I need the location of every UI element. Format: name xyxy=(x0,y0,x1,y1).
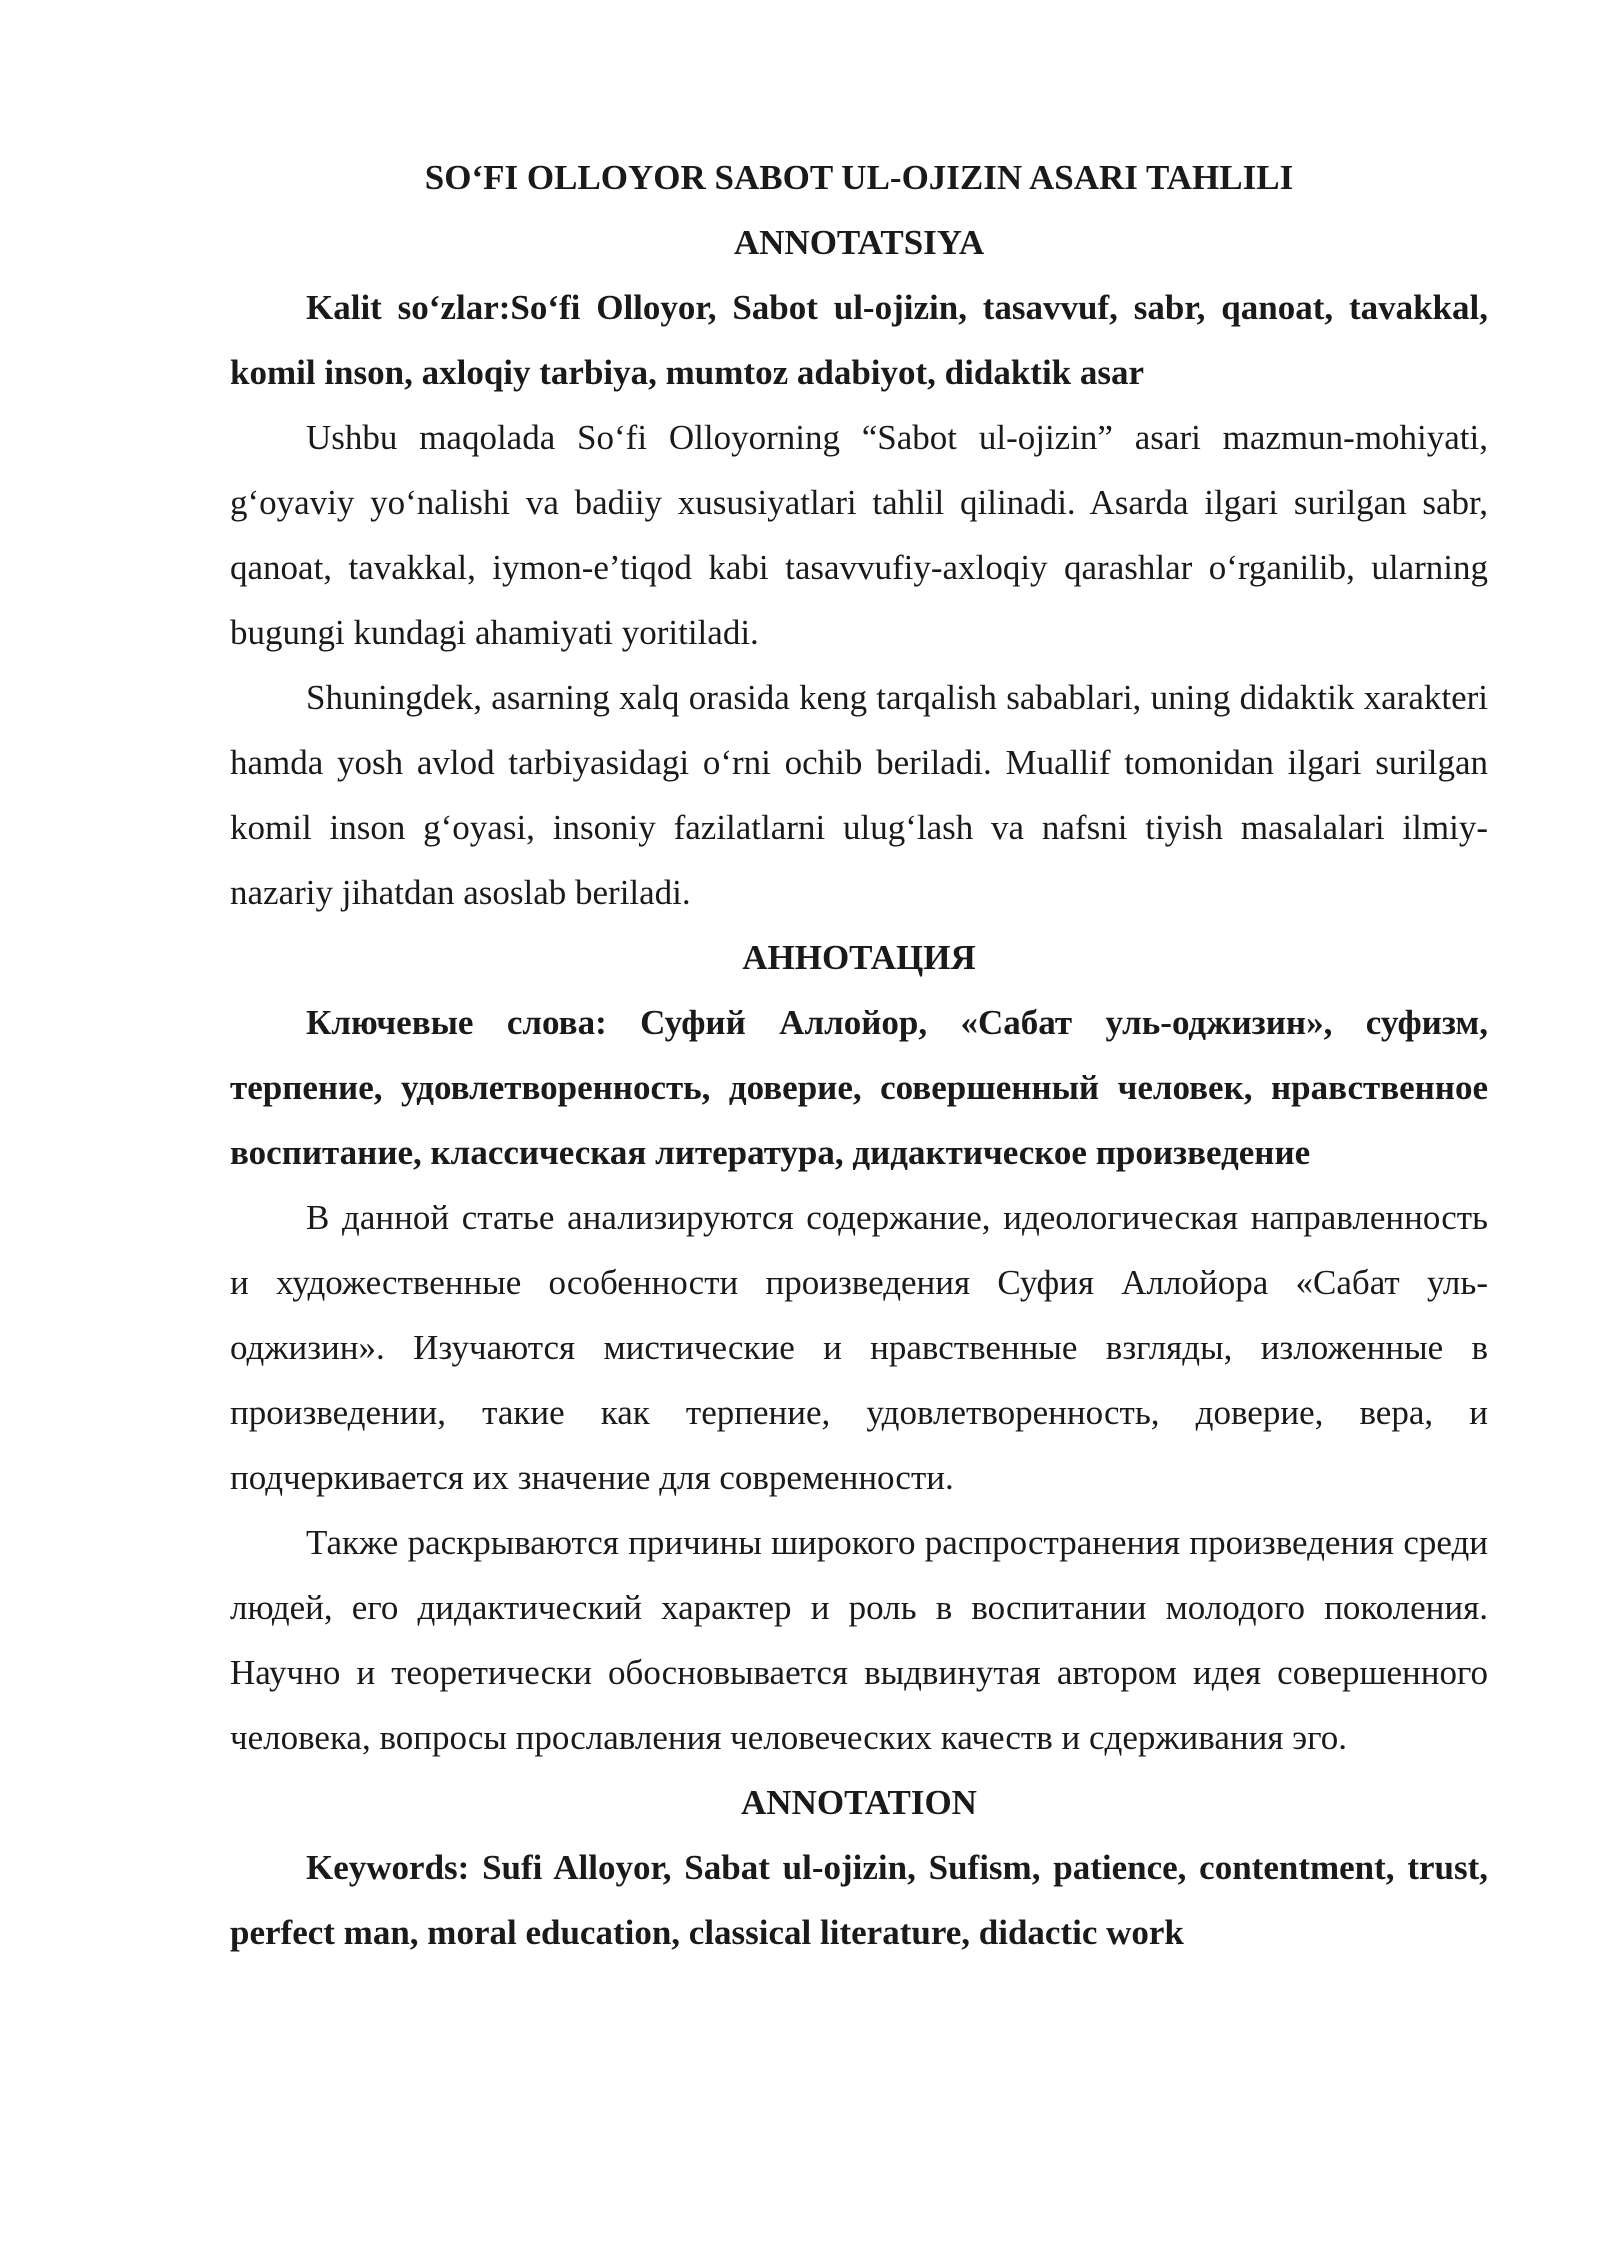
en-annotation-heading: ANNOTATION xyxy=(741,1783,977,1822)
ru-paragraph-2: Также раскрываются причины широкого распространения произведения среди людей, его дидактический характер и роль в воспитании молодого поколения. Научно и теоретически обосновывается выдвинутая автором идея совершенного человека, вопросы прославления человеческих качеств и сдерживания эго. xyxy=(230,1523,1488,1757)
uz-paragraph-2: Shuningdek, asarning xalq orasida keng tarqalish sabablari, uning didaktik xarakteri hamda yosh avlod tarbiyasidagi o‘rni ochib beriladi. Muallif tomonidan ilgari surilgan komil inson g‘oyasi, insoniy fazilatlarni ulug‘lash va nafsni tiyish masalalari ilmiy-nazariy jihatdan asoslab beriladi. xyxy=(230,678,1488,912)
uz-annotation-heading: ANNOTATSIYA xyxy=(733,223,985,262)
uz-keywords: Kalit so‘zlar:So‘fi Olloyor, Sabot ul-ojizin, tasavvuf, sabr, qanoat, tavakkal, komil inson, axloqiy tarbiya, mumtoz adabiyot, didaktik asar xyxy=(230,288,1488,392)
document-page xyxy=(230,145,1488,1965)
ru-paragraph-1: В данной статье анализируются содержание, идеологическая направленность и художественные особенности произведения Суфия Аллойора «Сабат уль-оджизин». Изучаются мистические и нравственные взгляды, изложенные в произведении, такие как терпение, удовлетворенность, доверие, вера, и подчеркивается их значение для современности. xyxy=(230,1198,1488,1497)
en-keywords: Keywords: Sufi Alloyor, Sabat ul-ojizin, Sufism, patience, contentment, trust, perfect man, moral education, classical literature, didactic work xyxy=(230,1848,1488,1952)
document-title: SO‘FI OLLOYOR SABOT UL-OJIZIN ASARI TAHLILI xyxy=(424,158,1294,197)
uz-paragraph-1: Ushbu maqolada So‘fi Olloyorning “Sabot ul-ojizin” asari mazmun-mohiyati, g‘oyaviy yo‘nalishi va badiiy xususiyatlari tahlil qilinadi. Asarda ilgari surilgan sabr, qanoat, tavakkal, iymon-e’tiqod kabi tasavvufiy-axloqiy qarashlar o‘rganilib, ularning bugungi kundagi ahamiyati yoritiladi. xyxy=(230,418,1488,652)
ru-annotation-heading: АННОТАЦИЯ xyxy=(742,938,976,977)
ru-keywords: Ключевые слова: Суфий Аллойор, «Сабат уль-оджизин», суфизм, терпение, удовлетворенность, доверие, совершенный человек, нравственное воспитание, классическая литература, дидактическое произведение xyxy=(230,1003,1488,1172)
